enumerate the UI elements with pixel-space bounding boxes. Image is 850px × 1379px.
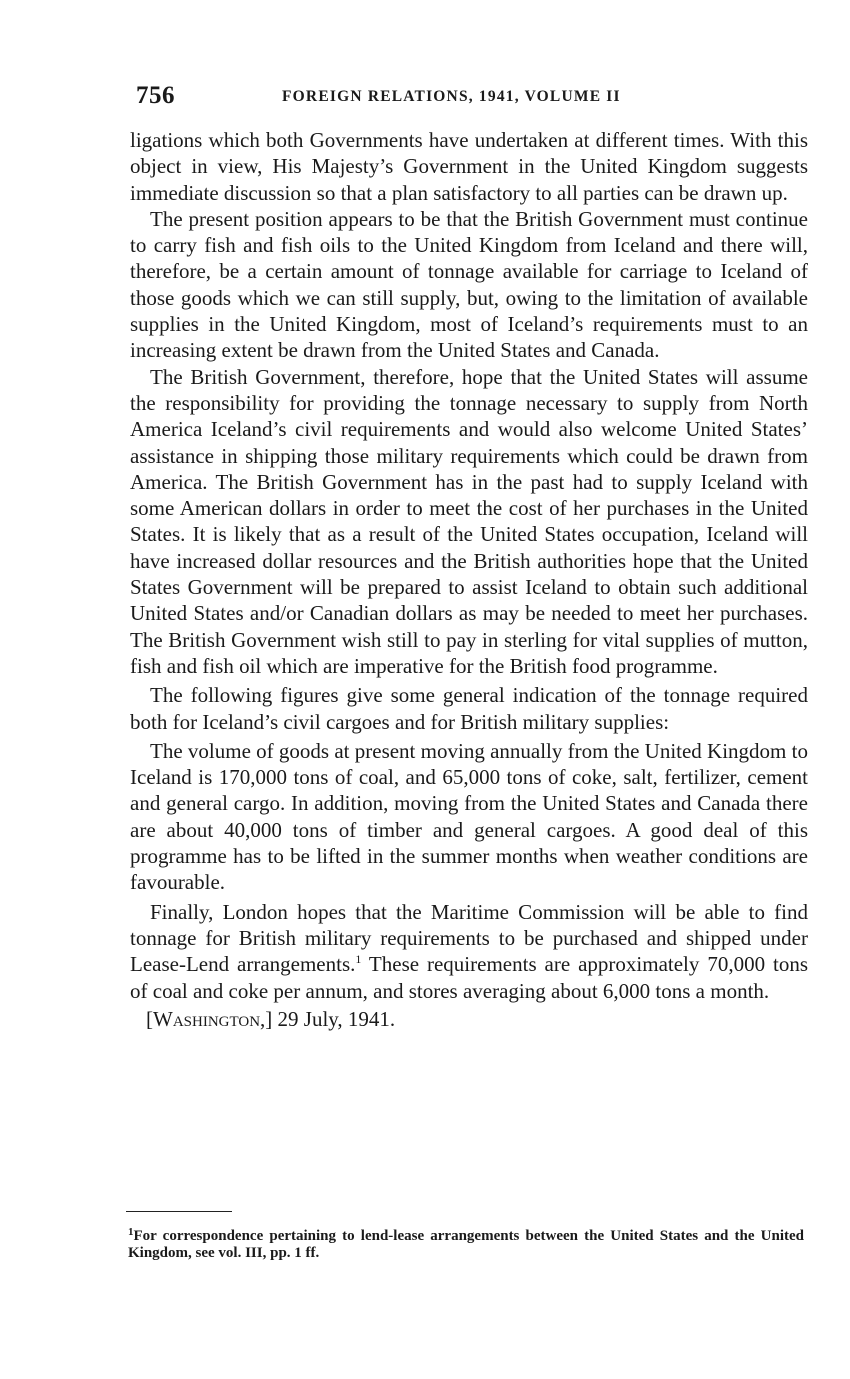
dateline: [130, 1006, 808, 1032]
footnote: [128, 1228, 804, 1262]
footnote-marker: 1: [128, 1226, 134, 1238]
footnote-text: For correspondence pertaining to lend-lease arrangements between the United States and the United Kingdom, see vol. III, pp. 1 ff.: [128, 1228, 804, 1261]
body-text: [130, 127, 808, 1032]
paragraph-figures-intro: The following figures give some general indication of the tonnage required both for Iceland’s civil cargoes and for British military supplies:: [130, 683, 808, 734]
paragraph-finally-text-continued: These requirements are approximately 70,000 tons of coal and coke per annum, and stores averaging about 6,000 tons a month.: [130, 952, 808, 1003]
running-head: [134, 82, 808, 114]
paragraph-british-government: The British Government, therefore, hope that the United States will assume the responsibility for providing the tonnage necessary to supply from North America Iceland’s civil requirements and would also welcome United States’ assistance in shipping those military requirements which could be drawn from America. The British Government has in the past had to supply Iceland with some American dollars in order to meet the cost of her purchases in the United States. It is likely that as a result of the United States occupation, Iceland will have increased dollar resources and the British authorities hope that the United States Government will be prepared to assist Iceland to obtain such additional United States and/or Canadian dollars as may be needed to meet her purchases. The British Government wish still to pay in sterling for vital supplies of mutton, fish and fish oil which are imperative for the British food programme.: [130, 364, 808, 678]
dateline-date: ,] 29 July, 1941.: [260, 1006, 396, 1031]
paragraph-finally-text: Finally, London hopes that the Maritime Commission will be able to find tonnage for British military requirements to be purchased and shipped under Lease-Lend arrangements.: [130, 899, 808, 977]
paragraph-continued: ligations which both Governments have undertaken at different times. With this object in view, His Majesty’s Government in the United Kingdom suggests immediate discussion so that a plan satisfactory to all parties can be drawn up.: [130, 128, 808, 205]
dateline-place: Washington: [153, 1006, 261, 1031]
paragraph-volume-of-goods: The volume of goods at present moving annually from the United Kingdom to Iceland is 170,000 tons of coal, and 65,000 tons of coke, salt, fertilizer, cement and general cargo. In addition, moving from the United States and Canada there are about 40,000 tons of timber and general cargoes. A good deal of this programme has to be lifted in the summer months when weather conditions are favourable.: [130, 738, 808, 895]
dateline-open-bracket: [: [146, 1006, 153, 1031]
footnote-reference: 1: [355, 952, 362, 967]
paragraph-finally: [130, 899, 808, 1004]
page-number: 756: [136, 82, 175, 109]
paragraph-present-position: The present position appears to be that the British Government must continue to carry fish and fish oils to the United Kingdom from Iceland and there will, therefore, be a certain amount of tonnage available for carriage to Iceland of those goods which we can still supply, but, owing to the limitation of available supplies in the United Kingdom, most of Iceland’s requirements must to an increasing extent be drawn from the United States and Canada.: [130, 206, 808, 363]
running-title: FOREIGN RELATIONS, 1941, VOLUME II: [282, 88, 621, 105]
footnote-divider: [126, 1211, 232, 1212]
